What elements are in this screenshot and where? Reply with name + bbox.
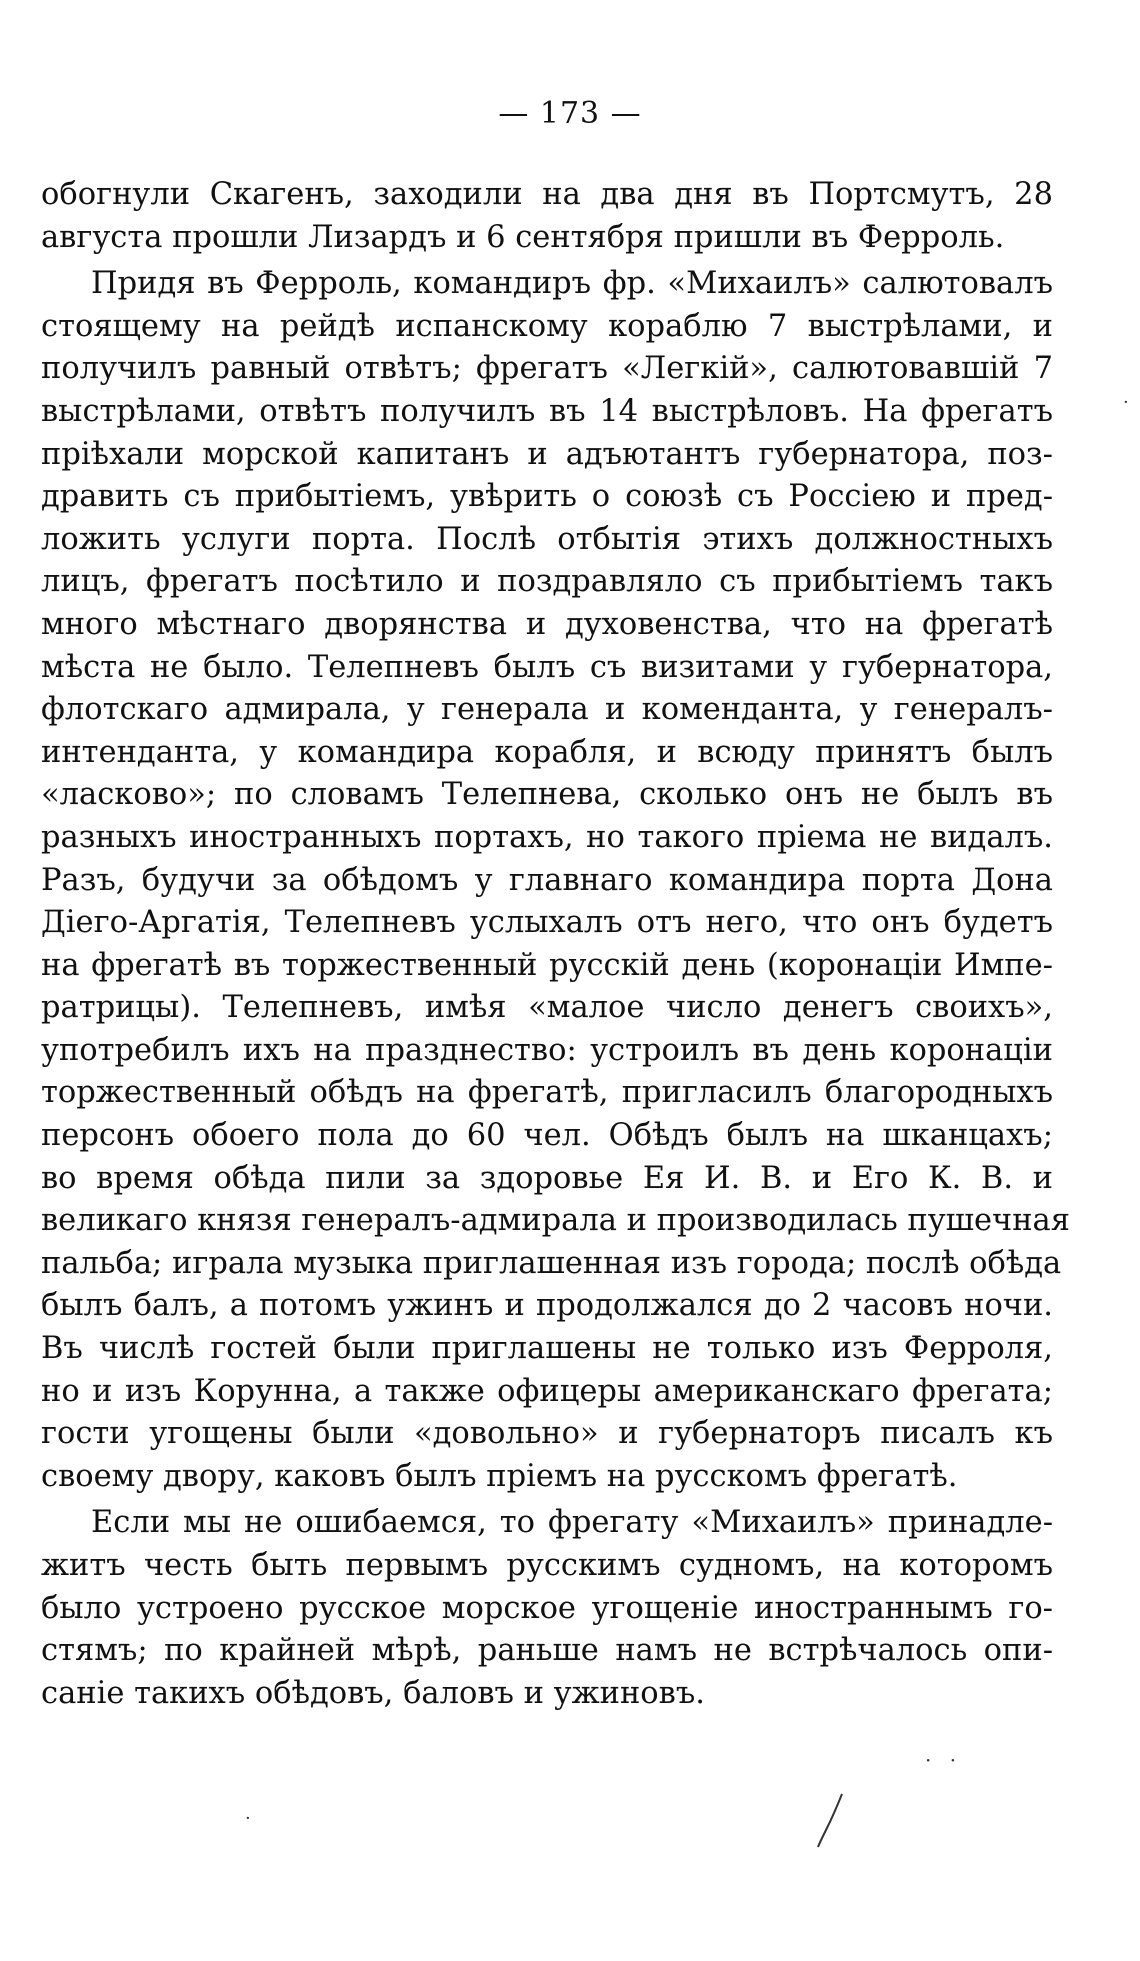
body-text (41, 174, 1070, 1715)
text-line: ложить услуги порта. Послѣ отбытія этихъ должностныхъ (41, 521, 1053, 557)
text-line: «ласково»; по словамъ Телепнева, сколько онъ не былъ въ (41, 777, 1053, 813)
text-line: своему двору, каковъ былъ пріемъ на русскомъ фрегатѣ. (41, 1458, 958, 1494)
text-line: Если мы не ошибаемся, то фрегату «Михаилъ» принадле- (91, 1505, 1053, 1541)
text-line: интенданта, у командира корабля, и всюду принятъ былъ (41, 734, 1053, 770)
text-line: августа прошли Лизардъ и 6 сентября пришли въ Ферроль. (41, 219, 1005, 255)
text-line: флотскаго адмирала, у генерала и коменданта, у генералъ- (41, 692, 1053, 728)
text-line: на фрегатѣ въ торжественный русскій день (коронаціи Импе- (41, 947, 1053, 983)
text-line: лицъ, фрегатъ посѣтило и поздравляло съ прибытіемъ такъ (41, 564, 1053, 600)
text-line: стоящему на рейдѣ испанскому кораблю 7 выстрѣлами, и (41, 308, 1053, 344)
paragraph (41, 1502, 1053, 1715)
text-line: Придя въ Ферроль, командиръ фр. «Михаилъ» салютовалъ (91, 266, 1053, 302)
text-line: но и изъ Корунна, а также офицеры американскаго фрегата; (41, 1373, 1053, 1409)
stray-mark: · (245, 1808, 251, 1829)
text-line: былъ балъ, а потомъ ужинъ и продолжался до 2 часовъ ночи. (41, 1288, 1053, 1324)
stray-mark: · (1123, 392, 1129, 413)
text-line: Діего-Аргатія, Телепневъ услыхалъ отъ него, что онъ будетъ (41, 905, 1053, 941)
text-line: разныхъ иностранныхъ портахъ, но такого пріема не видалъ. (41, 819, 1053, 855)
text-line: употребилъ ихъ на празднество: устроилъ въ день коронаціи (41, 1032, 1053, 1068)
pencil-mark-icon (812, 1790, 848, 1850)
text-line: пріѣхали морской капитанъ и адъютантъ губернатора, поз- (41, 436, 1053, 472)
text-line: саніе такихъ обѣдовъ, баловъ и ужиновъ. (41, 1675, 705, 1711)
page-number: — 173 — (498, 96, 642, 131)
text-line: пальба; играла музыка приглашенная изъ города; послѣ обѣда (41, 1245, 1062, 1281)
text-line: много мѣстнаго дворянства и духовенства, что на фрегатѣ (41, 606, 1053, 642)
text-line: мѣста не было. Телепневъ былъ съ визитами у губернатора, (41, 649, 1053, 685)
paragraph (41, 263, 1070, 1498)
text-line: во время обѣда пили за здоровье Ея И. В. и Его К. В. и (41, 1160, 1053, 1196)
text-line: торжественный обѣдъ на фрегатѣ, пригласилъ благородныхъ (41, 1075, 1053, 1111)
text-line: выстрѣлами, отвѣтъ получилъ въ 14 выстрѣловъ. На фрегатъ (41, 393, 1053, 429)
text-line: получилъ равный отвѣтъ; фрегатъ «Легкій», салютовавшій 7 (41, 351, 1053, 387)
text-line: Въ числѣ гостей были приглашены не только изъ Ферроля, (41, 1331, 1053, 1367)
text-line: стямъ; по крайней мѣрѣ, раньше намъ не встрѣчалось опи- (41, 1633, 1053, 1669)
text-line: житъ честь быть первымъ русскимъ судномъ, на которомъ (41, 1548, 1053, 1583)
text-line: было устроено русское морское угощеніе иностраннымъ го- (41, 1590, 1053, 1626)
text-line: обогнули Скагенъ, заходили на два дня въ Портсмутъ, 28 (41, 177, 1053, 212)
paragraph (41, 174, 1053, 259)
text-line: дравить съ прибытіемъ, увѣрить о союзѣ съ Россіею и пред- (41, 479, 1053, 515)
text-line: персонъ обоего пола до 60 чел. Обѣдъ былъ на шканцахъ; (41, 1118, 1053, 1154)
text-line: ратрицы). Телепневъ, имѣя «малое число денегъ своихъ», (41, 990, 1053, 1026)
text-line: великаго князя генералъ-адмирала и производилась пушечная (41, 1203, 1070, 1239)
text-line: Разъ, будучи за обѣдомъ у главнаго командира порта Дона (41, 862, 1053, 898)
text-line: гости угощены были «довольно» и губернаторъ писалъ къ (41, 1416, 1053, 1452)
stray-mark: · · (925, 1748, 963, 1772)
